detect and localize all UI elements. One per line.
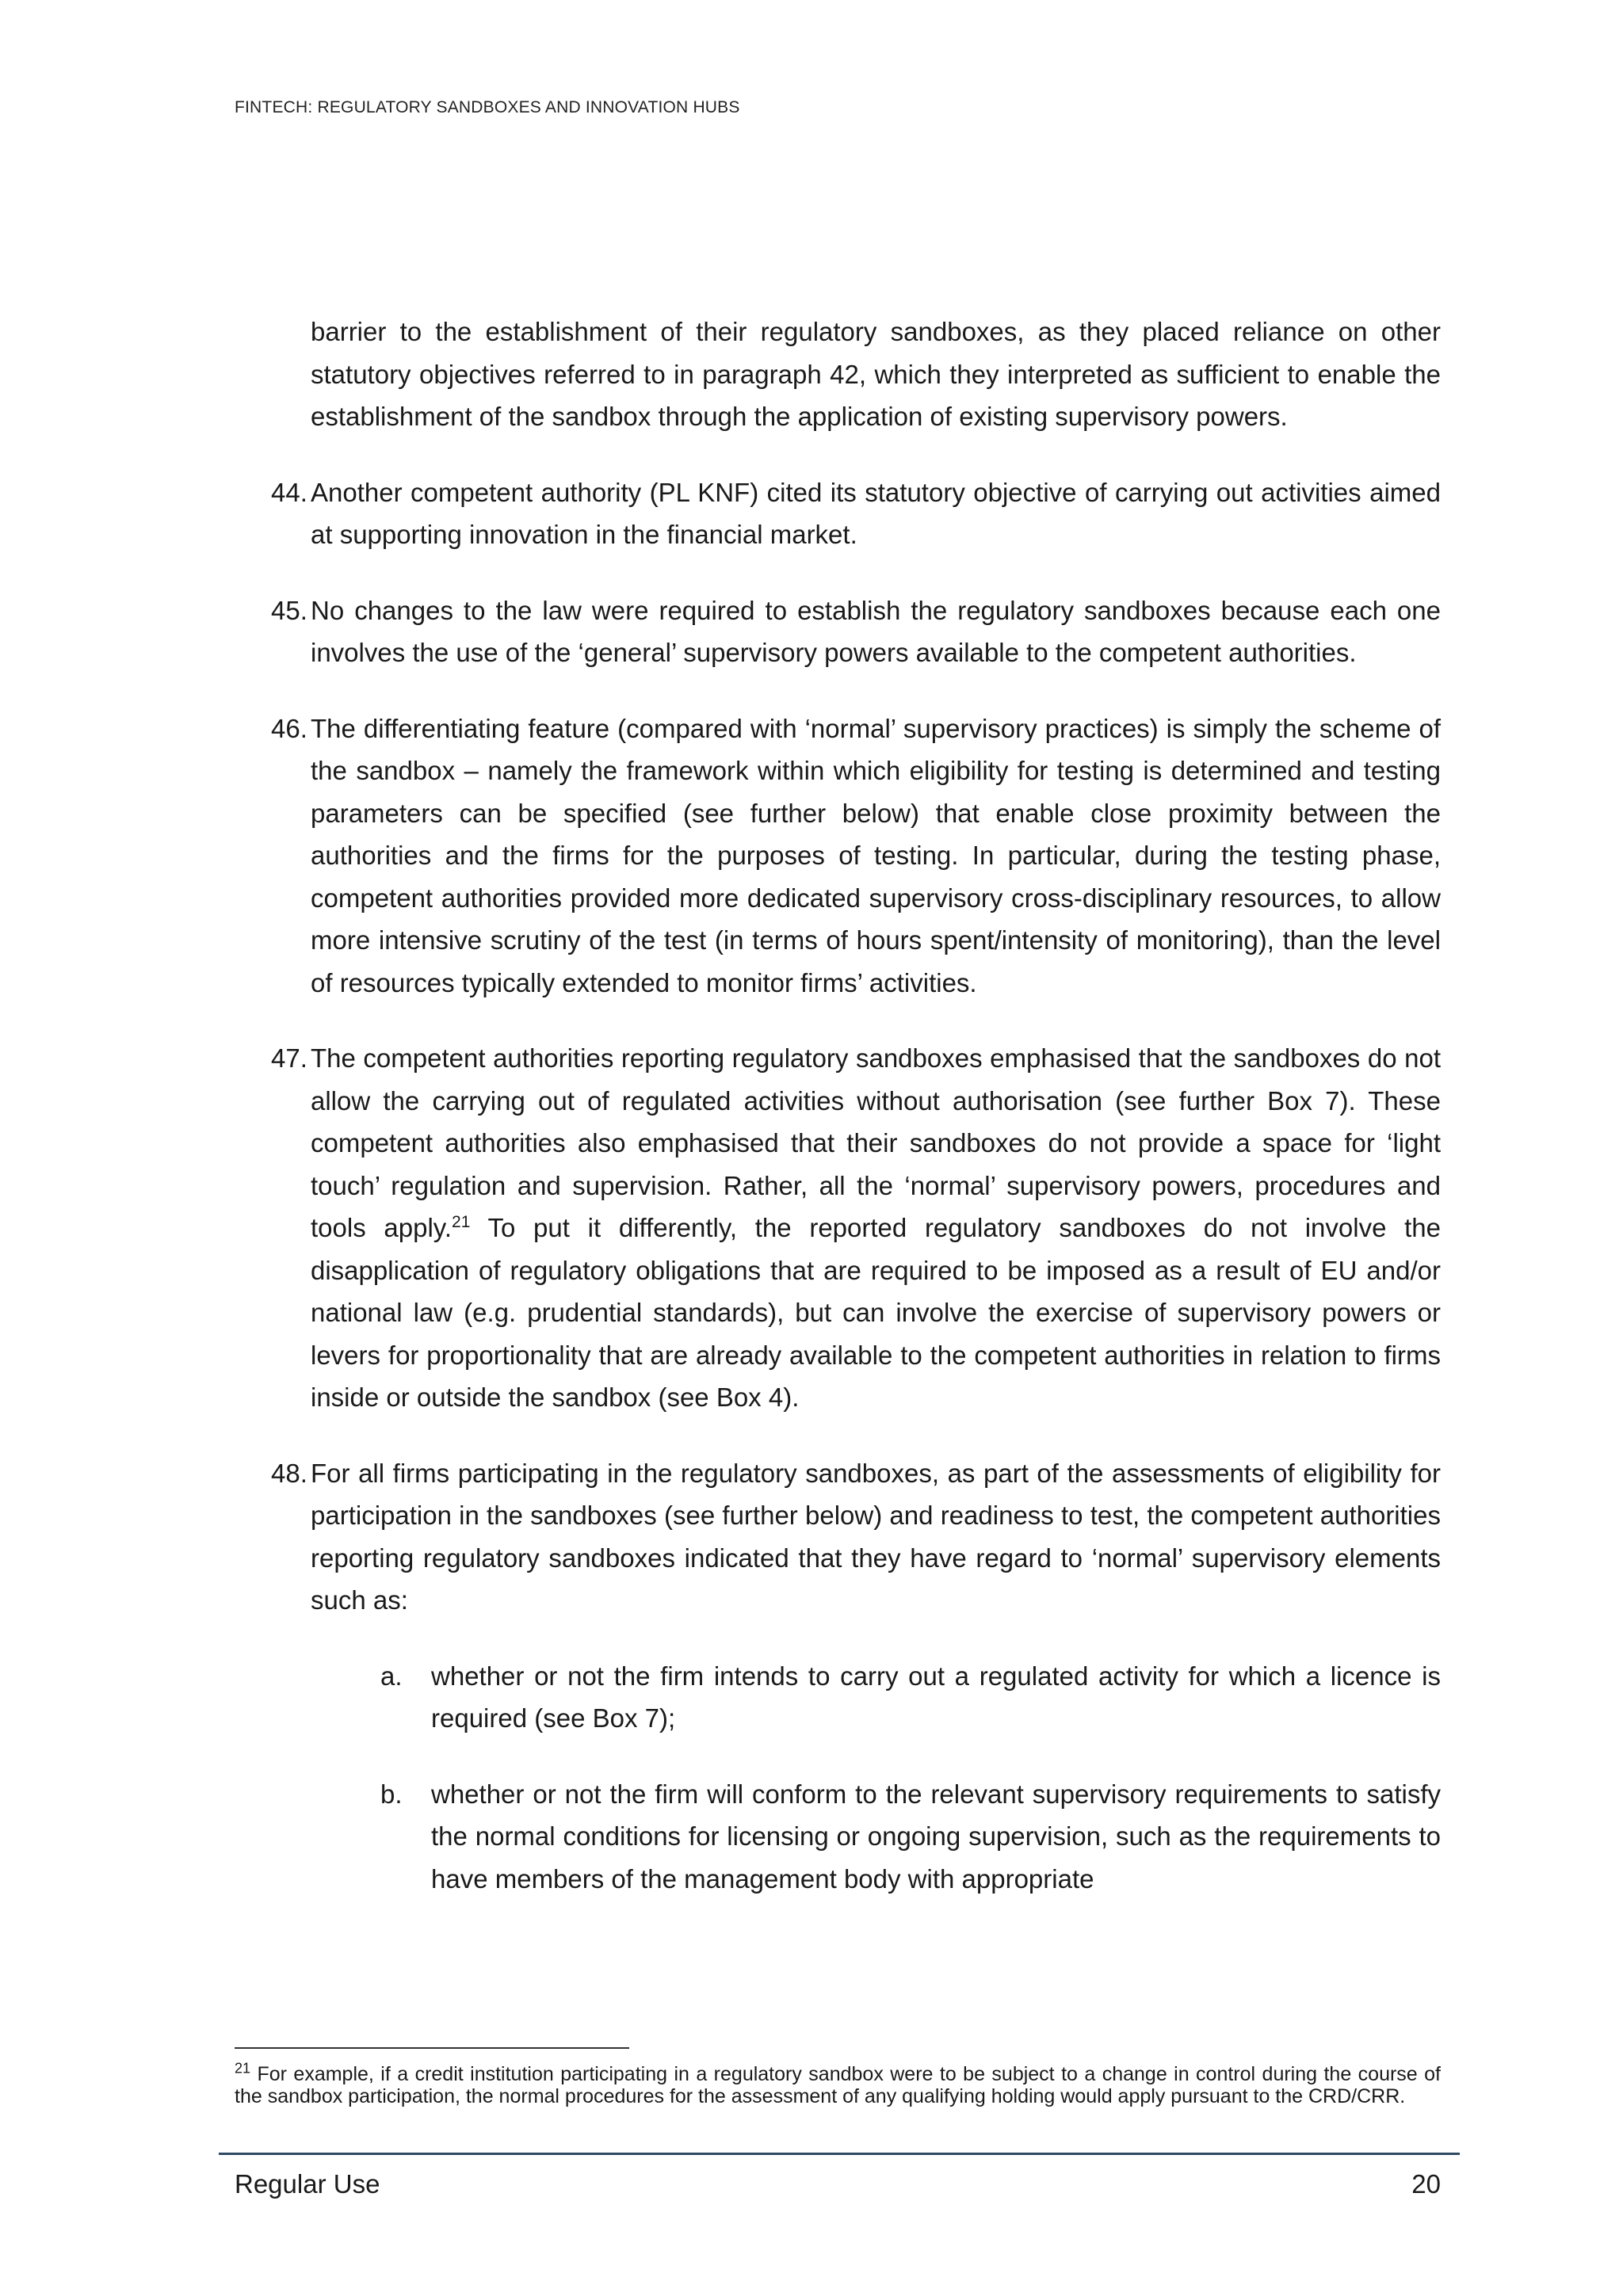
- paragraph-45: [235, 589, 1441, 674]
- paragraph-number: 47.: [271, 1043, 307, 1073]
- list-letter: a.: [380, 1661, 403, 1691]
- footnote-reference[interactable]: 21: [452, 1213, 471, 1231]
- paragraph-text-continued: To put it differently, the reported regulatory sandboxes do not involve the disapplication of regulatory obligations that are required to be imposed as a result of EU and/or national law (e.g. prudential standards), but can involve the exercise of supervisory powers or levers for proportionality that are already available to the competent authorities in relation to firms inside or outside the sandbox (see Box 4).: [311, 1213, 1442, 1412]
- paragraph-text: For all firms participating in the regulatory sandboxes, as part of the assessments of eligibility for participation in the sandboxes (see further below) and readiness to test, the competent authorities reporting regulatory sandboxes indicated that they have regard to ‘normal’ supervisory elements such as:: [311, 1458, 1441, 1615]
- paragraph-47: [235, 1037, 1441, 1419]
- footnote-text: For example, if a credit institution participating in a regulatory sandbox were to be subject to a change in control during the course of the sandbox participation, the normal procedures for the assessment of any qualifying holding would apply pursuant to the CRD/CRR.: [235, 2063, 1441, 2107]
- footnote-separator: [235, 2047, 629, 2049]
- paragraph-number: 45.: [271, 595, 307, 625]
- list-letter: b.: [380, 1779, 403, 1809]
- page-number: 20: [1411, 2169, 1441, 2199]
- list-item-text: whether or not the firm will conform to the relevant supervisory requirements to satisfy the normal conditions for licensing or ongoing supervision, such as the requirements to have members of the management body with appropriate: [431, 1779, 1441, 1894]
- paragraph-44: [235, 471, 1441, 556]
- footnote-21: [235, 2060, 1441, 2107]
- paragraph-text: No changes to the law were required to establish the regulatory sandboxes because each one involves the use of the ‘general’ supervisory powers available to the competent authorities.: [311, 595, 1441, 667]
- paragraph-number: 48.: [271, 1458, 307, 1488]
- list-item-a: [235, 1655, 1441, 1740]
- list-item-text: whether or not the firm intends to carry out a regulated activity for which a licence is required (see Box 7);: [431, 1661, 1441, 1733]
- footnote-number: 21: [235, 2060, 251, 2077]
- list-item-b: [235, 1773, 1441, 1901]
- footer-label: Regular Use: [235, 2169, 380, 2199]
- paragraph-number: 46.: [271, 713, 307, 743]
- paragraph-48: [235, 1452, 1441, 1622]
- paragraph-number: 44.: [271, 477, 307, 507]
- continued-paragraph: barrier to the establishment of their regulatory sandboxes, as they placed reliance on other statutory objectives referred to in paragraph 42, which they interpreted as sufficient to enable the establishment of the sandbox through the application of existing supervisory powers.: [311, 317, 1441, 431]
- paragraph-text: The competent authorities reporting regulatory sandboxes emphasised that the sandboxes do not allow the carrying out of regulated activities without authorisation (see further Box 7). These competent authorities also emphasised that their sandboxes do not provide a space for ‘light touch’ regulation and supervision. Rather, all the ‘normal’ supervisory powers, procedures and tools apply.: [311, 1043, 1441, 1242]
- paragraph-46: [235, 707, 1441, 1005]
- body-text: [235, 311, 1441, 1933]
- paragraph-text: The differentiating feature (compared with ‘normal’ supervisory practices) is simply the scheme of the sandbox – namely the framework within which eligibility for testing is determined and testing parameters can be specified (see further below) that enable close proximity between the authorities and the firms for the purposes of testing. In particular, during the testing phase, competent authorities provided more dedicated supervisory cross-disciplinary resources, to allow more intensive scrutiny of the test (in terms of hours spent/intensity of monitoring), than the level of resources typically extended to monitor firms’ activities.: [311, 713, 1441, 997]
- paragraph-text: Another competent authority (PL KNF) cited its statutory objective of carrying out activities aimed at supporting innovation in the financial market.: [311, 477, 1441, 549]
- footer-rule: [219, 2153, 1460, 2155]
- running-header: FINTECH: REGULATORY SANDBOXES AND INNOVATION HUBS: [235, 98, 740, 116]
